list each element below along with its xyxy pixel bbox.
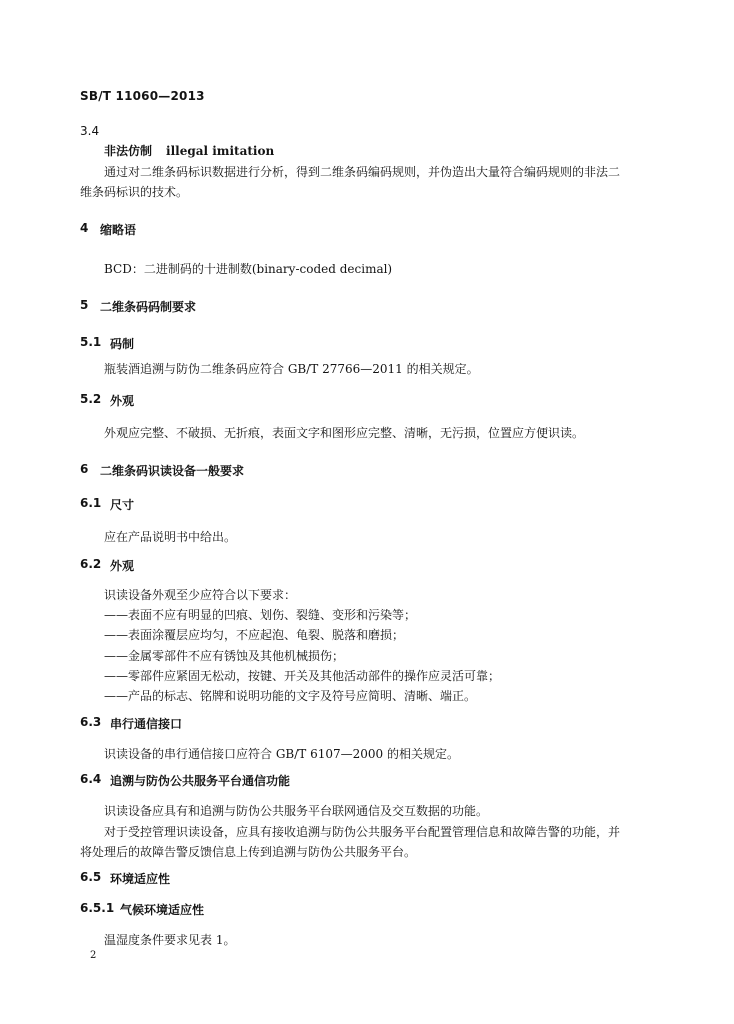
page-number: 2 [90, 950, 97, 961]
section-6-4-text-2b: 将处理后的故障告警反馈信息上传到追溯与防伪公共服务平台。 [80, 845, 417, 859]
section-6-5-1-number: 6.5.1 [80, 901, 115, 915]
section-6-title: 二维条码识读设备一般要求 [100, 464, 245, 478]
section-3-4-number: 3.4 [80, 124, 100, 138]
section-5-2-text: 外观应完整、不破损、无折痕，表面文字和图形应完整、清晰，无污损，位置应方便识读。 [104, 426, 585, 440]
section-6-4-title: 追溯与防伪公共服务平台通信功能 [110, 774, 291, 788]
section-6-2-number: 6.2 [80, 557, 102, 571]
term-english: illegal imitation [166, 144, 275, 158]
section-5-2-number: 5.2 [80, 392, 102, 406]
section-4-number: 4 [80, 221, 89, 235]
list-item: ——表面不应有明显的凹痕、划伤、裂缝、变形和污染等； [104, 608, 417, 622]
section-4-title: 缩略语 [100, 223, 137, 237]
term-3-4 [104, 142, 274, 159]
section-5-title: 二维条码码制要求 [100, 300, 197, 314]
section-6-5-number: 6.5 [80, 870, 102, 884]
section-6-2-intro: 识读设备外观至少应符合以下要求： [104, 588, 297, 602]
standard-code: SB/T 11060—2013 [80, 89, 205, 103]
section-6-5-1-title: 气候环境适应性 [120, 903, 205, 917]
section-5-1-text: 瓶装酒追溯与防伪二维条码应符合 GB/T 27766—2011 的相关规定。 [104, 362, 479, 376]
section-6-number: 6 [80, 462, 89, 476]
section-5-2-title: 外观 [110, 394, 135, 408]
section-6-1-title: 尺寸 [110, 498, 135, 512]
section-6-5-title: 环境适应性 [110, 872, 171, 886]
section-6-3-number: 6.3 [80, 715, 102, 729]
list-item: ——表面涂覆层应均匀，不应起泡、龟裂、脱落和磨损； [104, 628, 405, 642]
list-item: ——金属零部件不应有锈蚀及其他机械损伤； [104, 649, 345, 663]
section-6-5-1-text: 温湿度条件要求见表 1。 [104, 933, 236, 947]
list-item: ——产品的标志、铭牌和说明功能的文字及符号应简明、清晰、端正。 [104, 689, 477, 703]
section-6-4-number: 6.4 [80, 772, 102, 786]
section-5-1-title: 码制 [110, 337, 135, 351]
section-6-3-text: 识读设备的串行通信接口应符合 GB/T 6107—2000 的相关规定。 [104, 747, 459, 761]
section-5-1-number: 5.1 [80, 335, 102, 349]
abbreviation-bcd: BCD：二进制码的十进制数(binary-coded decimal) [104, 262, 393, 276]
section-6-1-text: 应在产品说明书中给出。 [104, 530, 237, 544]
list-item: ——零部件应紧固无松动，按键、开关及其他活动部件的操作应灵活可靠； [104, 669, 501, 683]
section-6-4-text-2a: 对于受控管理识读设备，应具有接收追溯与防伪公共服务平台配置管理信息和故障告警的功能，并 [104, 825, 621, 839]
definition-line-2: 维条码标识的技术。 [80, 185, 189, 199]
section-5-number: 5 [80, 298, 89, 312]
definition-line-1: 通过对二维条码标识数据进行分析，得到二维条码编码规则，并伪造出大量符合编码规则的非法二 [104, 165, 621, 179]
section-6-1-number: 6.1 [80, 496, 102, 510]
section-6-3-title: 串行通信接口 [110, 717, 183, 731]
section-6-4-text-1: 识读设备应具有和追溯与防伪公共服务平台联网通信及交互数据的功能。 [104, 804, 489, 818]
term-chinese: 非法仿制 [104, 144, 153, 158]
section-6-2-title: 外观 [110, 559, 135, 573]
